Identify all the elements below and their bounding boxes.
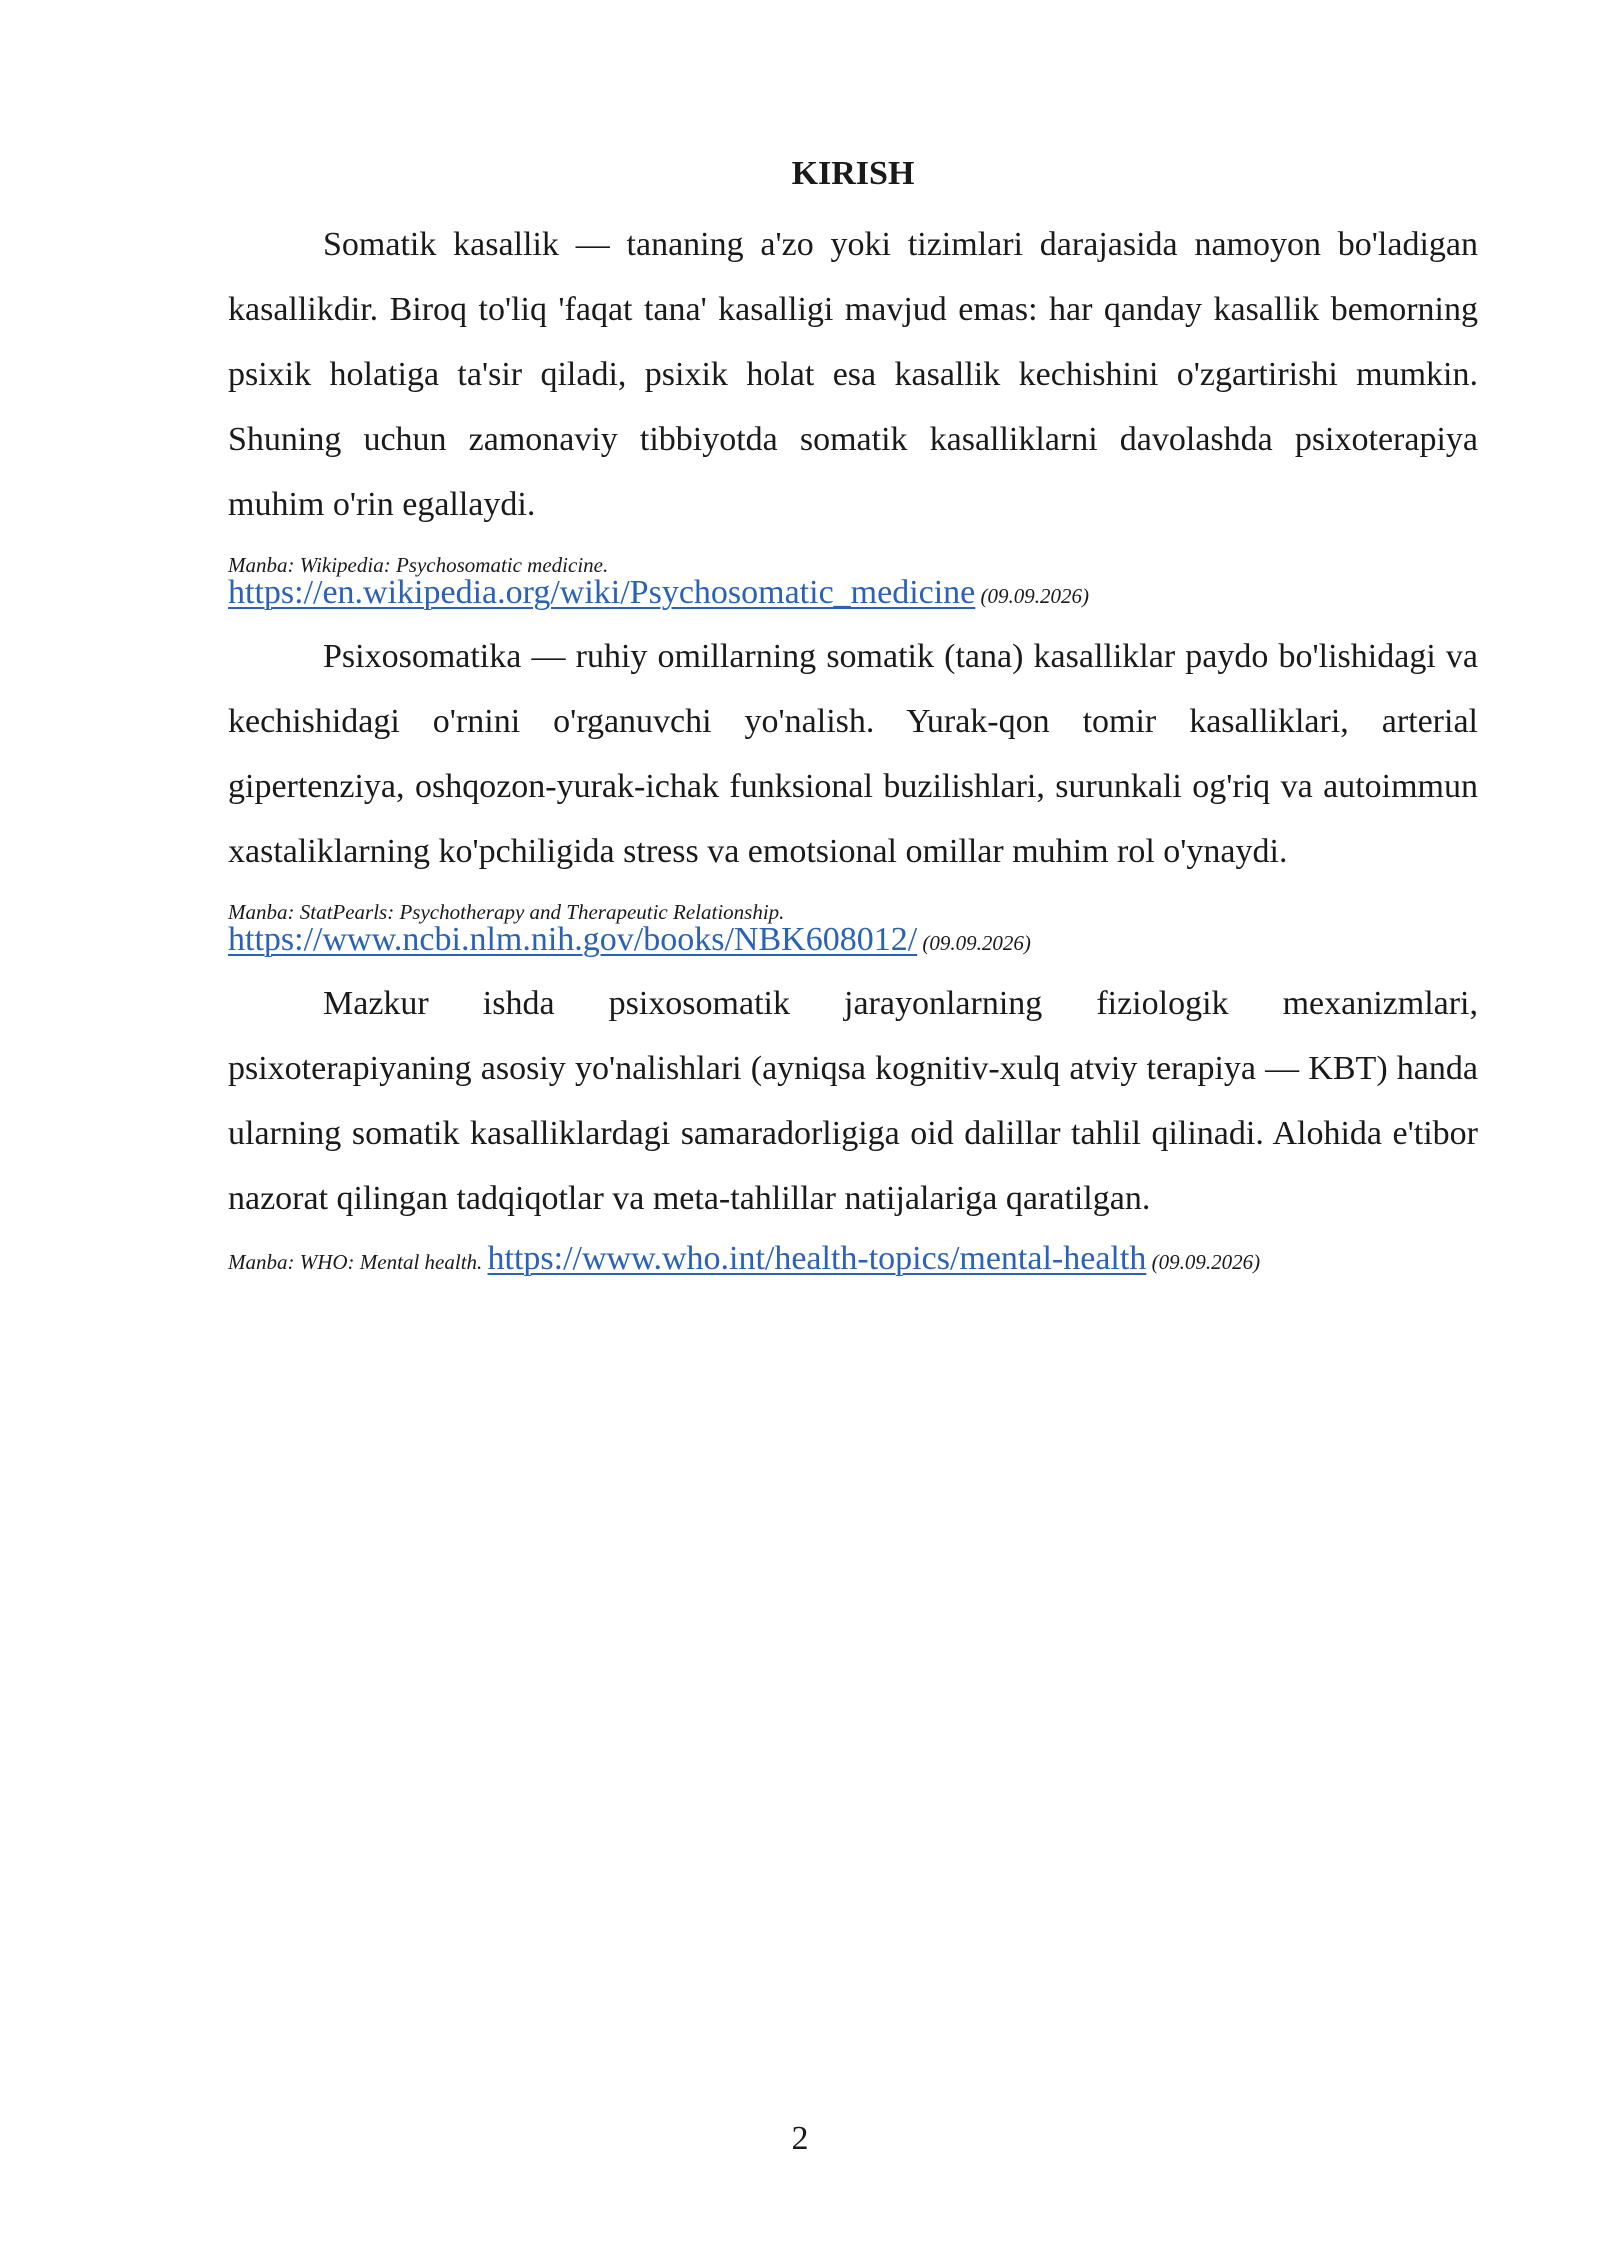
source-date: (09.09.2026): [980, 584, 1090, 608]
source-link-wikipedia[interactable]: https://en.wikipedia.org/wiki/Psychosomatic_medicine: [228, 574, 976, 611]
page-content: [228, 150, 1478, 1290]
paragraph-somatic-disease: Somatik kasallik — tananing a'zo yoki tizimlari darajasida namoyon bo'ladigan kasallikdir. Biroq to'liq 'faqat tana' kasalligi mavjud emas: har qanday kasallik bemorning psixik holatiga ta'sir qiladi, psixik holat esa kasallik kechishini o'zgartirishi mumkin. Shuning uchun zamonaviy tibbiyotda somatik kasalliklarni davolashda psixoterapiya muhim o'rin egallaydi.: [228, 226, 1478, 523]
source-note: Manba: Wikipedia: Psychosomatic medicine.: [228, 553, 609, 577]
paragraph-psychosomatics: Psixosomatika — ruhiy omillarning somatik (tana) kasalliklar paydo bo'lishidagi va kechishidagi o'rnini o'rganuvchi yo'nalish. Yurak-qon tomir kasalliklari, arterial gipertenziya, oshqozon-yurak-ichak funksional buzilishlari, surunkali og'riq va autoimmun xastaliklarning ko'pchiligida stress va emotsional omillar muhim rol o'ynaydi.: [228, 638, 1478, 870]
page-number: 2: [791, 2120, 809, 2157]
source-citation-3: [228, 1240, 1478, 1277]
source-link-who[interactable]: https://www.who.int/health-topics/mental-health: [487, 1240, 1147, 1277]
page-title: KIRISH: [791, 155, 915, 192]
source-note: Manba: WHO: Mental health.: [228, 1250, 483, 1274]
source-citation-2: [228, 898, 1478, 957]
source-date: (09.09.2026): [922, 931, 1031, 955]
source-citation-1: [228, 551, 1478, 610]
source-note: Manba: StatPearls: Psychotherapy and Therapeutic Relationship.: [228, 900, 785, 924]
source-date: (09.09.2026): [1151, 1250, 1261, 1274]
source-link-ncbi[interactable]: https://www.ncbi.nlm.nih.gov/books/NBK608012/: [228, 921, 918, 958]
paragraph-study-scope: Mazkur ishda psixosomatik jarayonlarning fiziologik mexanizmlari, psixoterapiyaning asosiy yo'nalishlari (ayniqsa kognitiv-xulq atviy terapiya — KBT) handa ularning somatik kasalliklardagi samaradorligiga oid dalillar tahlil qilinadi. Alohida e'tibor nazorat qilingan tadqiqotlar va meta-tahlillar natijalariga qaratilgan.: [228, 985, 1478, 1217]
